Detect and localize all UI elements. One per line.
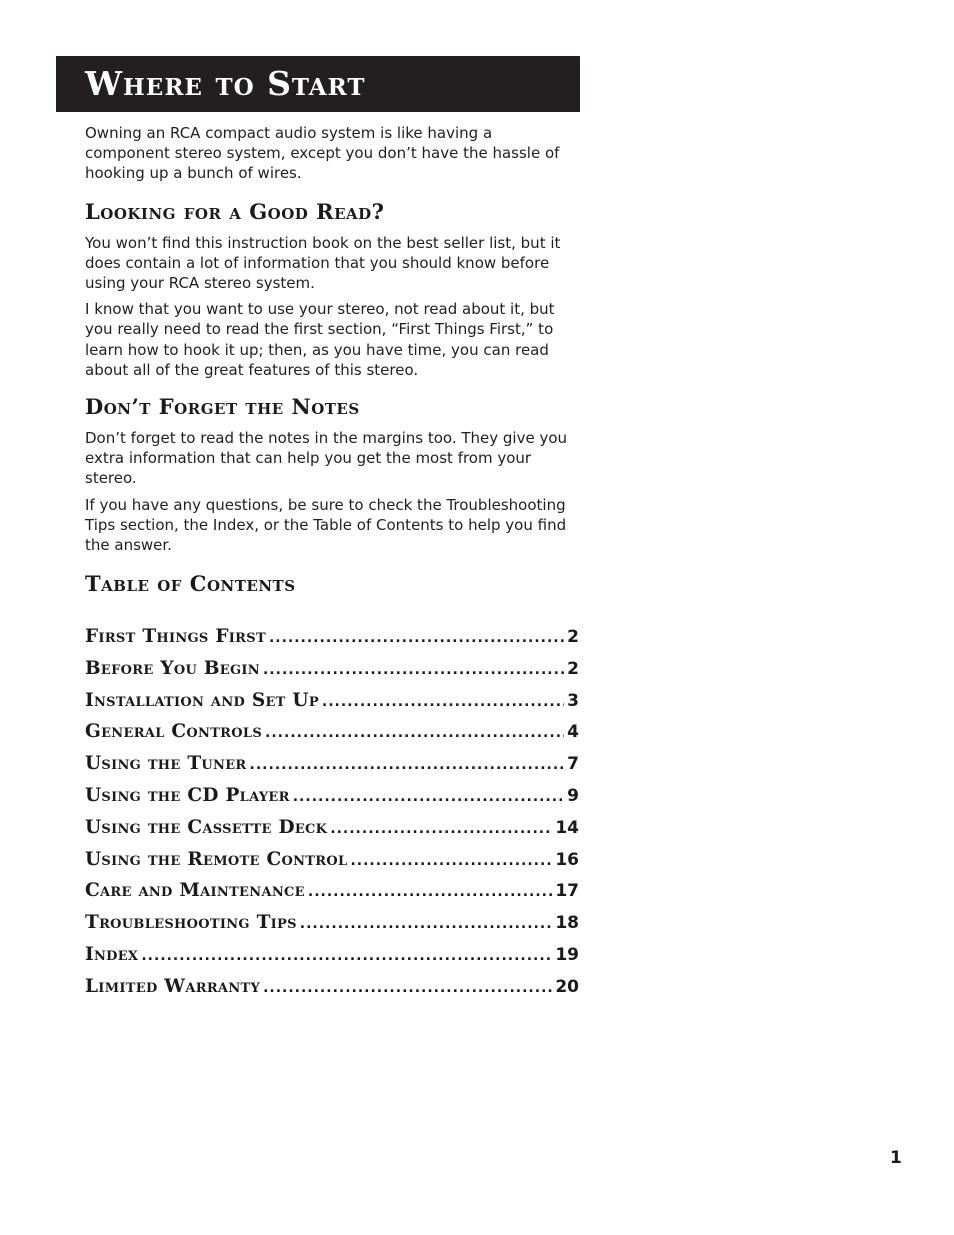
toc-entry[interactable] (85, 626, 579, 658)
toc-entry[interactable] (85, 721, 579, 753)
toc-leader-dots (322, 694, 564, 710)
toc-entry[interactable] (85, 880, 579, 912)
title-banner (56, 56, 580, 112)
toc-entry[interactable] (85, 753, 579, 785)
toc-entry-page: 3 (567, 690, 579, 711)
toc-entry-page: 2 (567, 658, 579, 679)
toc-leader-dots (308, 884, 552, 900)
toc-entry-page: 9 (567, 785, 579, 806)
toc-entry[interactable] (85, 944, 579, 976)
toc-entry-page: 2 (567, 627, 579, 647)
toc-leader-dots (141, 948, 552, 964)
main-content (85, 123, 575, 610)
toc-entry[interactable] (85, 658, 579, 690)
table-of-contents (85, 626, 579, 1008)
toc-entry[interactable] (85, 976, 579, 1008)
notes-heading: Don’t Forget the Notes (85, 394, 360, 420)
toc-entry-page: 7 (567, 754, 579, 775)
toc-entry-label: First Things First (85, 626, 266, 647)
toc-entry-label: Installation and Set Up (85, 689, 319, 711)
page-number: 1 (890, 1148, 902, 1168)
toc-leader-dots (300, 916, 553, 932)
toc-leader-dots (265, 725, 564, 741)
toc-leader-dots (350, 853, 552, 869)
toc-entry-label: General Controls (85, 721, 263, 743)
toc-entry[interactable] (85, 849, 579, 881)
toc-leader-dots (263, 662, 564, 678)
toc-entry-label: Limited Warranty (85, 975, 261, 997)
notes-paragraph-2: If you have any questions, be sure to check the Troubleshooting Tips section, the Index, or the Table of Contents to help you find the answer. (85, 495, 567, 555)
toc-entry[interactable] (85, 690, 579, 722)
toc-entry-label: Index (85, 943, 139, 965)
toc-entry-label: Using the Remote Control (85, 848, 348, 870)
toc-leader-dots (263, 980, 552, 996)
toc-heading: Table of Contents (85, 571, 296, 597)
notes-paragraph-1: Don’t forget to read the notes in the margins too. They give you extra information that can help you get the most from your stereo. (85, 429, 568, 488)
good-read-paragraph-1: You won’t find this instruction book on the best seller list, but it does contain a lot of information that you should know before using your RCA stereo system. (85, 233, 561, 293)
toc-leader-dots (250, 757, 565, 773)
page-title: Where to Start (85, 64, 366, 103)
toc-entry-page: 14 (555, 817, 579, 838)
toc-entry-page: 16 (555, 849, 579, 870)
toc-leader-dots (269, 630, 564, 646)
toc-entry-page: 20 (555, 976, 579, 997)
toc-entry-page: 17 (555, 881, 579, 902)
toc-entry-page: 4 (567, 722, 579, 743)
intro-paragraph: Owning an RCA compact audio system is like having a component stereo system, except you don’t have the hassle of hooking up a bunch of wires. (85, 124, 560, 183)
toc-entry-label: Using the Tuner (85, 753, 247, 775)
toc-entry[interactable] (85, 785, 579, 817)
toc-entry-page: 18 (555, 913, 579, 934)
toc-entry-label: Using the Cassette Deck (85, 816, 328, 838)
toc-entry-label: Before You Begin (85, 657, 260, 679)
good-read-paragraph-2: I know that you want to use your stereo, not read about it, but you really need to read the first section, “First Things First,” to learn how to hook it up; then, as you have time, you can read about all of the great features of this stereo. (85, 300, 555, 379)
toc-entry-page: 19 (555, 944, 579, 965)
good-read-heading: Looking for a Good Read? (85, 198, 385, 224)
toc-entry-label: Using the CD Player (85, 784, 290, 806)
toc-leader-dots (293, 789, 564, 805)
toc-leader-dots (330, 821, 552, 837)
toc-entry[interactable] (85, 817, 579, 849)
toc-entry-label: Care and Maintenance (85, 880, 305, 902)
toc-entry[interactable] (85, 912, 579, 944)
toc-entry-label: Troubleshooting Tips (85, 912, 297, 934)
